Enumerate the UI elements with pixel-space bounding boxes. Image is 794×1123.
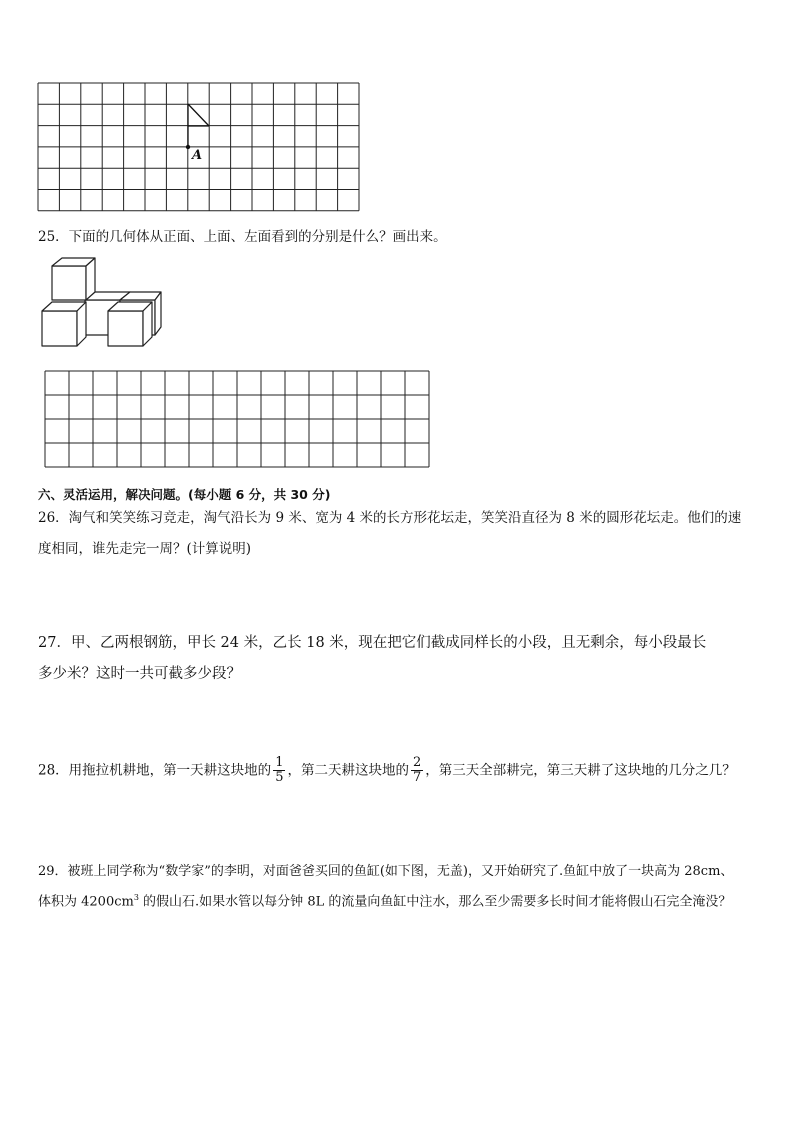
question-29-line2 [38,894,731,908]
cubic-superscript: 3 [133,893,139,902]
question-27-line1: 27．甲、乙两根钢筋，甲长 24 米，乙长 18 米，现在把它们截成同样长的小段，且无剩余，每小段最长 [38,635,707,651]
question-29-line2-a: 体积为 4200cm [38,894,134,910]
section-6-heading: 六、灵活运用，解决问题。(每小题 6 分，共 30 分) [38,487,331,502]
question-26-line2: 度相同，谁先走完一周？(计算说明) [38,541,252,557]
point-a-label: A [192,148,203,163]
fraction-1-numerator: 1 [275,755,284,770]
question-25: 25．下面的几何体从正面、上面、左面看到的分别是什么？画出来。 [38,229,447,245]
question-28-part1: 28．用拖拉机耕地，第一天耕这块地的 [38,762,272,779]
question-27-line2: 多少米？这时一共可截多少段？ [38,666,241,682]
question-29-line1: 29．被班上同学称为“数学家”的李明，对面爸爸买回的鱼缸(如下图，无盖)，又开始研究了.鱼缸中放了一块高为 28cm、 [38,864,734,879]
fraction-two-sevenths [411,756,423,786]
triangle-figure [188,104,209,147]
fraction-1-denominator: 5 [275,770,284,786]
point-a-dot [186,145,190,149]
question-28-part2: ，第二天耕这块地的 [287,762,409,779]
fraction-2-denominator: 7 [412,770,422,786]
question-26-line1: 26．淘气和笑笑练习竞走，淘气沿长为 9 米、宽为 4 米的长方形花坛走，笑笑沿直径为 8 米的圆形花坛走。他们的速 [38,510,742,526]
fraction-2-numerator: 2 [412,755,422,770]
question-29-line2-b: 的假山石.如果水管以每分钟 8L 的流量向鱼缸中注水，那么至少需要多长时间才能将假山石完全淹没？ [138,894,732,910]
fraction-one-fifth [273,756,285,786]
question-28 [38,756,736,786]
question-28-part3: ，第三天全部耕完，第三天耕了这块地的几分之几？ [425,762,736,779]
